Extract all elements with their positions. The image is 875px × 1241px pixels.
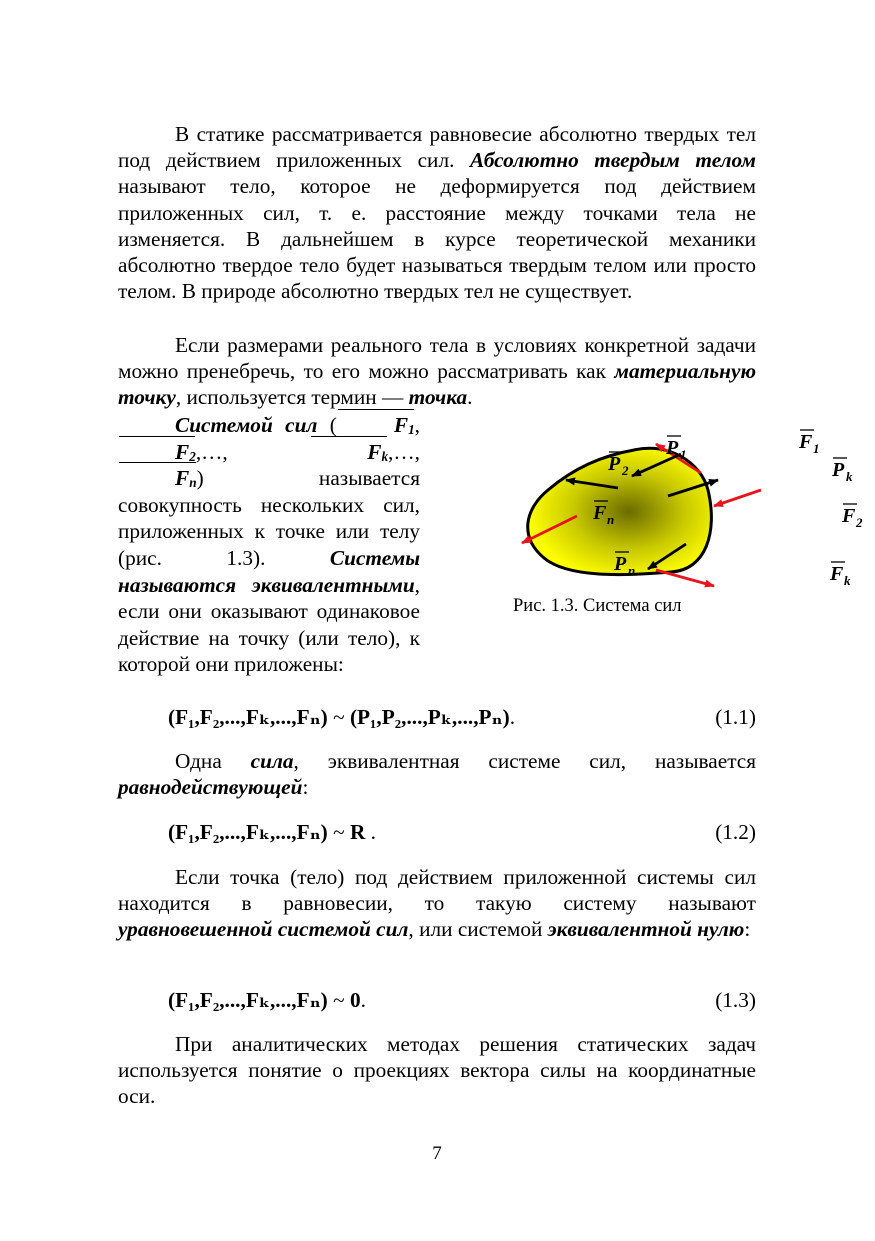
para3-sep1: , [414,413,420,437]
label-F2 [841,504,863,530]
paragraph-1 [118,121,756,304]
para3-text-a: ) называется совокупность нескольких сил, приложенных к точке или телу (рис. 1.3). [118,466,420,570]
eq1-lhs: (F₁,F₂,...,Fₖ,...,Fₙ) [168,705,328,729]
para5-text-b: , или системой [408,917,548,942]
paragraph-5 [118,864,756,943]
eq2-rel: ~ [327,820,350,844]
vector-Fn: $F_n$ [118,465,197,492]
svg-text:F: F [593,502,607,524]
term-force-system: Системой сил [175,413,318,437]
svg-text:P: P [614,553,627,575]
paragraph-2 [118,332,756,411]
eq3-rel: ~ [327,988,350,1012]
para3-sep2: ,…, [195,439,311,464]
eq3-lhs: (F₁,F₂,...,Fₖ,...,Fₙ) [168,988,328,1012]
para5-text-c: : [744,917,751,942]
term-resultant: равнодействующей [118,775,303,800]
paragraph-3 [118,412,420,678]
eq1-rhs: (P₁,P₂,...,Pₖ,...,Pₙ) [349,705,510,729]
para4-text-b: , эквивалентная системе сил, называется [293,749,757,773]
eq2-number: (1.2) [715,820,756,844]
para3-sep3: ,…, [388,439,420,464]
term-force: сила [250,749,294,773]
eq3-end: . [360,988,366,1012]
page-number: 7 [432,1143,442,1164]
eq2-end: . [365,820,376,844]
vector-F1: $F_1$ [337,412,415,439]
svg-text:n: n [628,563,636,578]
svg-text:n: n [607,512,615,527]
svg-text:F: F [830,563,844,585]
para2-text-a: Если размерами реального тела в условиях конкретной задачи можно пренебречь, то его можно рассматривать как [118,333,756,384]
term-rigid-body: Абсолютно твердым телом [469,148,756,173]
svg-text:1: 1 [813,441,820,456]
equation-1-1 [118,703,756,731]
para4-text-c: : [302,775,309,800]
term-material-point: материальную точку [118,359,756,410]
figure-caption: Рис. 1.3. Система сил [513,596,682,616]
para3-open: ( [317,413,337,437]
svg-text:1: 1 [680,447,687,462]
svg-text:P: P [666,437,679,459]
eq1-rel: ~ [327,705,350,729]
para6-text: При аналитических методах решения статических задач используется понятие о проекциях вектора силы на координатные оси. [118,1032,756,1109]
svg-text:2: 2 [622,463,629,478]
para2-text-c: . [467,385,473,410]
term-equivalent-zero: эквивалентной нулю [547,917,745,942]
label-Pk [831,458,853,484]
svg-text:2: 2 [856,515,863,530]
eq3-rhs: 0 [349,988,361,1012]
equation-1-3 [118,986,756,1014]
para4-text-a: Одна [175,749,251,773]
eq1-number: (1.1) [715,705,756,729]
equation-1-2 [118,818,756,846]
eq3-number: (1.3) [715,988,756,1012]
eq1-end: . [509,705,516,729]
svg-text:F: F [842,505,856,527]
force-Fk-arrow [656,570,714,586]
svg-text:F: F [799,431,813,453]
svg-text:k: k [844,573,851,588]
para1-text-a: В статике рассматривается равновесие абсолютно твердых тел под действием приложенных сил. [118,122,756,173]
label-P1 [665,436,687,462]
svg-text:k: k [846,469,853,484]
eq2-lhs: (F₁,F₂,...,Fₖ,...,Fₙ) [168,820,328,844]
term-equivalent-systems: Системы называются эквивалентными [118,545,420,597]
term-point: точка [408,385,468,410]
svg-text:P: P [608,453,621,475]
label-Fk [829,562,851,588]
para1-text-b: называют тело, которое не деформируется под действием приложенных сил, т. е. расстояние между точками тела не изменяется. В дальнейшем в курсе теоретической механики абсолютно твердое тело будет называться твердым телом или просто телом. В природе абсолютно твердых тел не существует. [118,174,756,304]
svg-text:P: P [832,459,845,481]
force-F2-arrow [714,490,761,506]
paragraph-4 [118,748,756,800]
vector-Fk: $F_k$ [310,439,388,466]
term-balanced-system: уравновешенной системой сил [118,917,409,942]
para3-text-b: , если они оказывают одинаковое действие на точку (или тело), к которой они приложены: [118,572,420,677]
eq2-rhs: R [349,820,366,844]
vector-F2: $F_2$ [118,439,196,466]
label-F1 [798,430,820,456]
para2-text-b: , используется термин — [175,385,409,410]
para5-text-a: Если точка (тело) под действием приложенной системы сил находится в равновесии, то такую систему называют [118,865,756,916]
paragraph-6 [118,1031,756,1110]
figure-force-system [456,420,863,600]
